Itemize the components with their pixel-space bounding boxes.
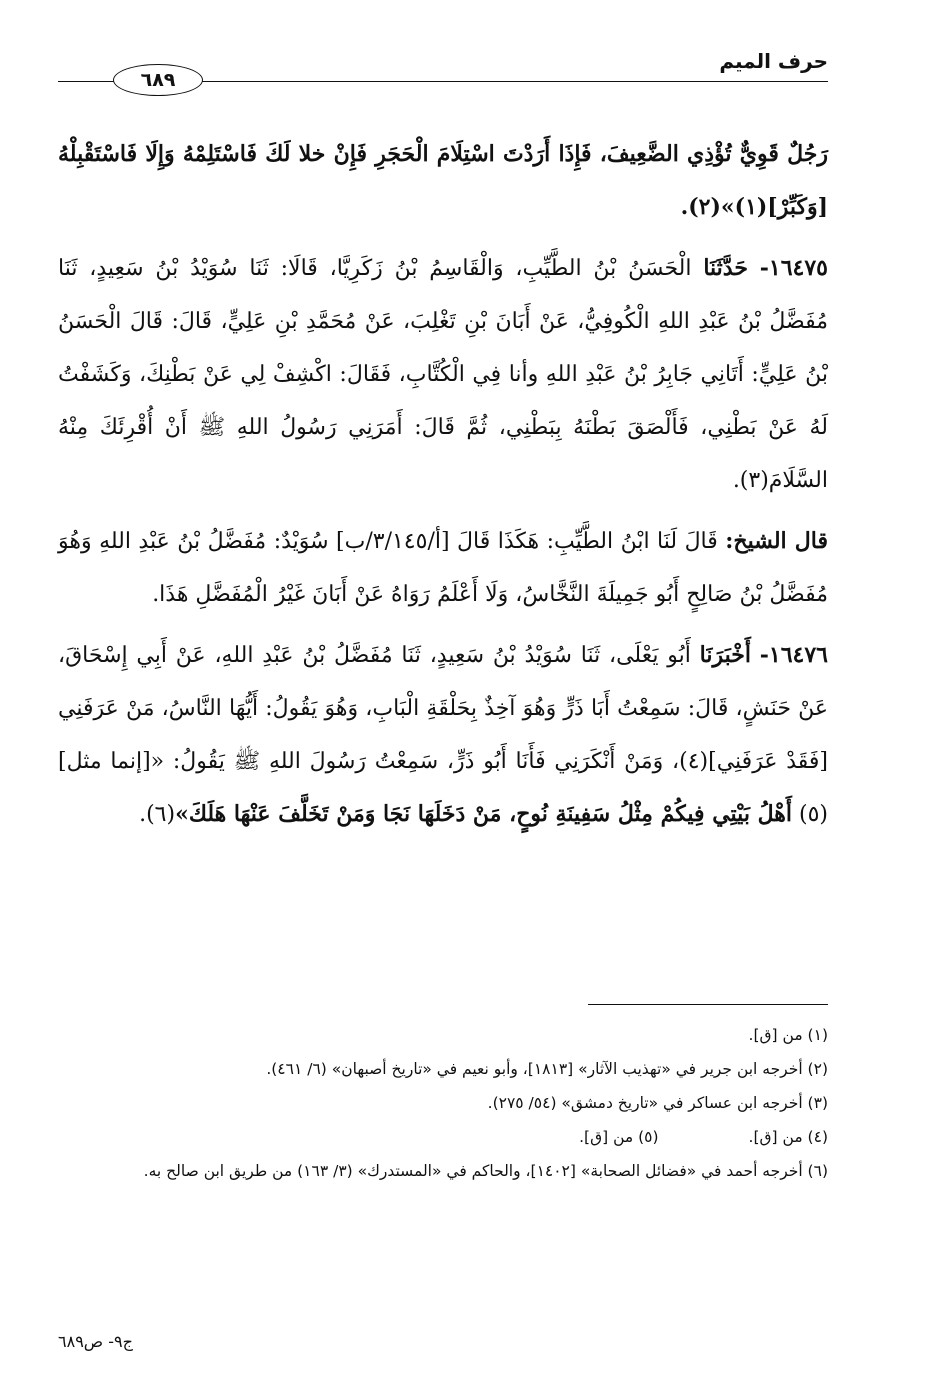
hadith-lead: أَخْبَرَنَا xyxy=(699,642,751,668)
footnote-2: (٢) أخرجه ابن جرير في «تهذيب الآثار» [١٨١٣]، وأبو نعيم في «تاريخ أصبهان» (٦/ ٤٦١). xyxy=(266,1060,828,1078)
hadith-lead: حَدَّثَنَا xyxy=(703,255,748,281)
footnote-4: (٤) من [ق]. xyxy=(748,1128,828,1146)
volume-page-reference: ج٩- ص٦٨٩ xyxy=(58,1332,133,1351)
page-number-badge: ٦٨٩ xyxy=(113,64,203,96)
comment-text: قَالَ لَنَا ابْنُ الطَّيِّبِ: هَكَذَا قَالَ [أ/٣/١٤٥/ب] سُوَيْدٌ: مُفَضَّلُ بْنُ عَبْدِ اللهِ وَهُوَ مُفَضَّلُ بْنُ صَالِحٍ أَبُو جَمِيلَةَ النَّخَّاسُ، وَلَا أَعْلَمُ رَوَاهُ عَنْ أَبَانَ غَيْرُ الْمُفَضَّلِ هَذَا. xyxy=(58,529,828,607)
page-header xyxy=(58,46,828,96)
hadith-16475 xyxy=(58,242,828,507)
hadith-number: ١٦٤٧٥- xyxy=(759,255,828,281)
footnote-separator xyxy=(588,1004,828,1005)
footnote-3: (٣) أخرجه ابن عساكر في «تاريخ دمشق» (٥٤/ ٢٧٥). xyxy=(487,1094,828,1112)
hadith-16476 xyxy=(58,629,828,841)
footnote-1: (١) من [ق]. xyxy=(748,1026,828,1044)
paragraph-1 xyxy=(58,128,828,234)
hadith-text: أَبُو يَعْلَى، ثَنَا سُوَيْدُ بْنُ سَعِيدٍ، ثَنَا مُفَضَّلُ بْنُ عَبْدِ اللهِ، عَنْ أَبِي إِسْحَاقَ، عَنْ حَنَشٍ، قَالَ: سَمِعْتُ أَبَا ذَرٍّ وَهُوَ آخِذٌ بِحَلْقَةِ الْبَابِ، وَهُوَ يَقُولُ: أَيُّهَا النَّاسُ، مَنْ عَرَفَنِي [فَقَدْ عَرَفَنِي](٤)، وَمَنْ أَنْكَرَنِي فَأَنَا أَبُو ذَرٍّ، سَمِعْتُ رَسُولَ اللهِ ﷺ يَقُولُ: «[إنما مثل](٥) xyxy=(58,643,828,827)
hadith-text: الْحَسَنُ بْنُ الطَّيِّبِ، وَالْقَاسِمُ بْنُ زَكَرِيَّا، قَالَا: ثَنَا سُوَيْدُ بْنُ سَعِيدٍ، ثَنَا مُفَضَّلُ بْنُ عَبْدِ اللهِ الْكُوفِيُّ، عَنْ أَبَانَ بْنِ تَغْلِبَ، عَنْ مُحَمَّدِ بْنِ عَلِيٍّ، قَالَ: قَالَ الْحَسَنُ بْنُ عَلِيٍّ: أَتَانِي جَابِرُ بْنُ عَبْدِ اللهِ وأنا فِي الْكُتَّابِ، فَقَالَ: اكْشِفْ لِي عَنْ بَطْنِكَ، وَكَشَفْتُ لَهُ عَنْ بَطْنِي، فَأَلْصَقَ بَطْنَهُ بِبَطْنِي، ثُمَّ قَالَ: أَمَرَنِي رَسُولُ اللهِ ﷺ أَنْ أُقْرِئَكَ مِنْهُ السَّلَامَ(٣). xyxy=(58,256,828,493)
main-text xyxy=(58,128,828,841)
shaykh-comment xyxy=(58,515,828,621)
footnote-row-4-5 xyxy=(58,1120,828,1154)
comment-lead: قال الشيخ: xyxy=(725,528,829,554)
paragraph-1-text: رَجُلٌ قَوِيٌّ تُؤْذِي الضَّعِيفَ، فَإِذَا أَرَدْتَ اسْتِلَامَ الْحَجَرِ فَإِنْ خلا لَكَ فَاسْتَلِمْهُ وَإِلَا فَاسْتَقْبِلْهُ [وَكَبِّرْ](١)»(٢). xyxy=(58,141,828,220)
hadith-footnote-ref: (٦). xyxy=(139,802,176,827)
chapter-title: حرف الميم xyxy=(719,49,828,73)
hadith-number: ١٦٤٧٦- xyxy=(759,642,828,668)
footnote-6: (٦) أخرجه أحمد في «فضائل الصحابة» [١٤٠٢]، والحاكم في «المستدرك» (٣/ ١٦٣) من طريق ابن صالح به. xyxy=(143,1162,828,1180)
hadith-matn: أَهْلُ بَيْتِي فِيكُمْ مِثْلُ سَفِينَةِ نُوحٍ، مَنْ دَخَلَهَا نَجَا وَمَنْ تَخَلَّفَ عَنْهَا هَلَكَ» xyxy=(175,801,792,827)
footnote-5: (٥) من [ق]. xyxy=(579,1128,659,1146)
footnotes xyxy=(58,1018,828,1188)
